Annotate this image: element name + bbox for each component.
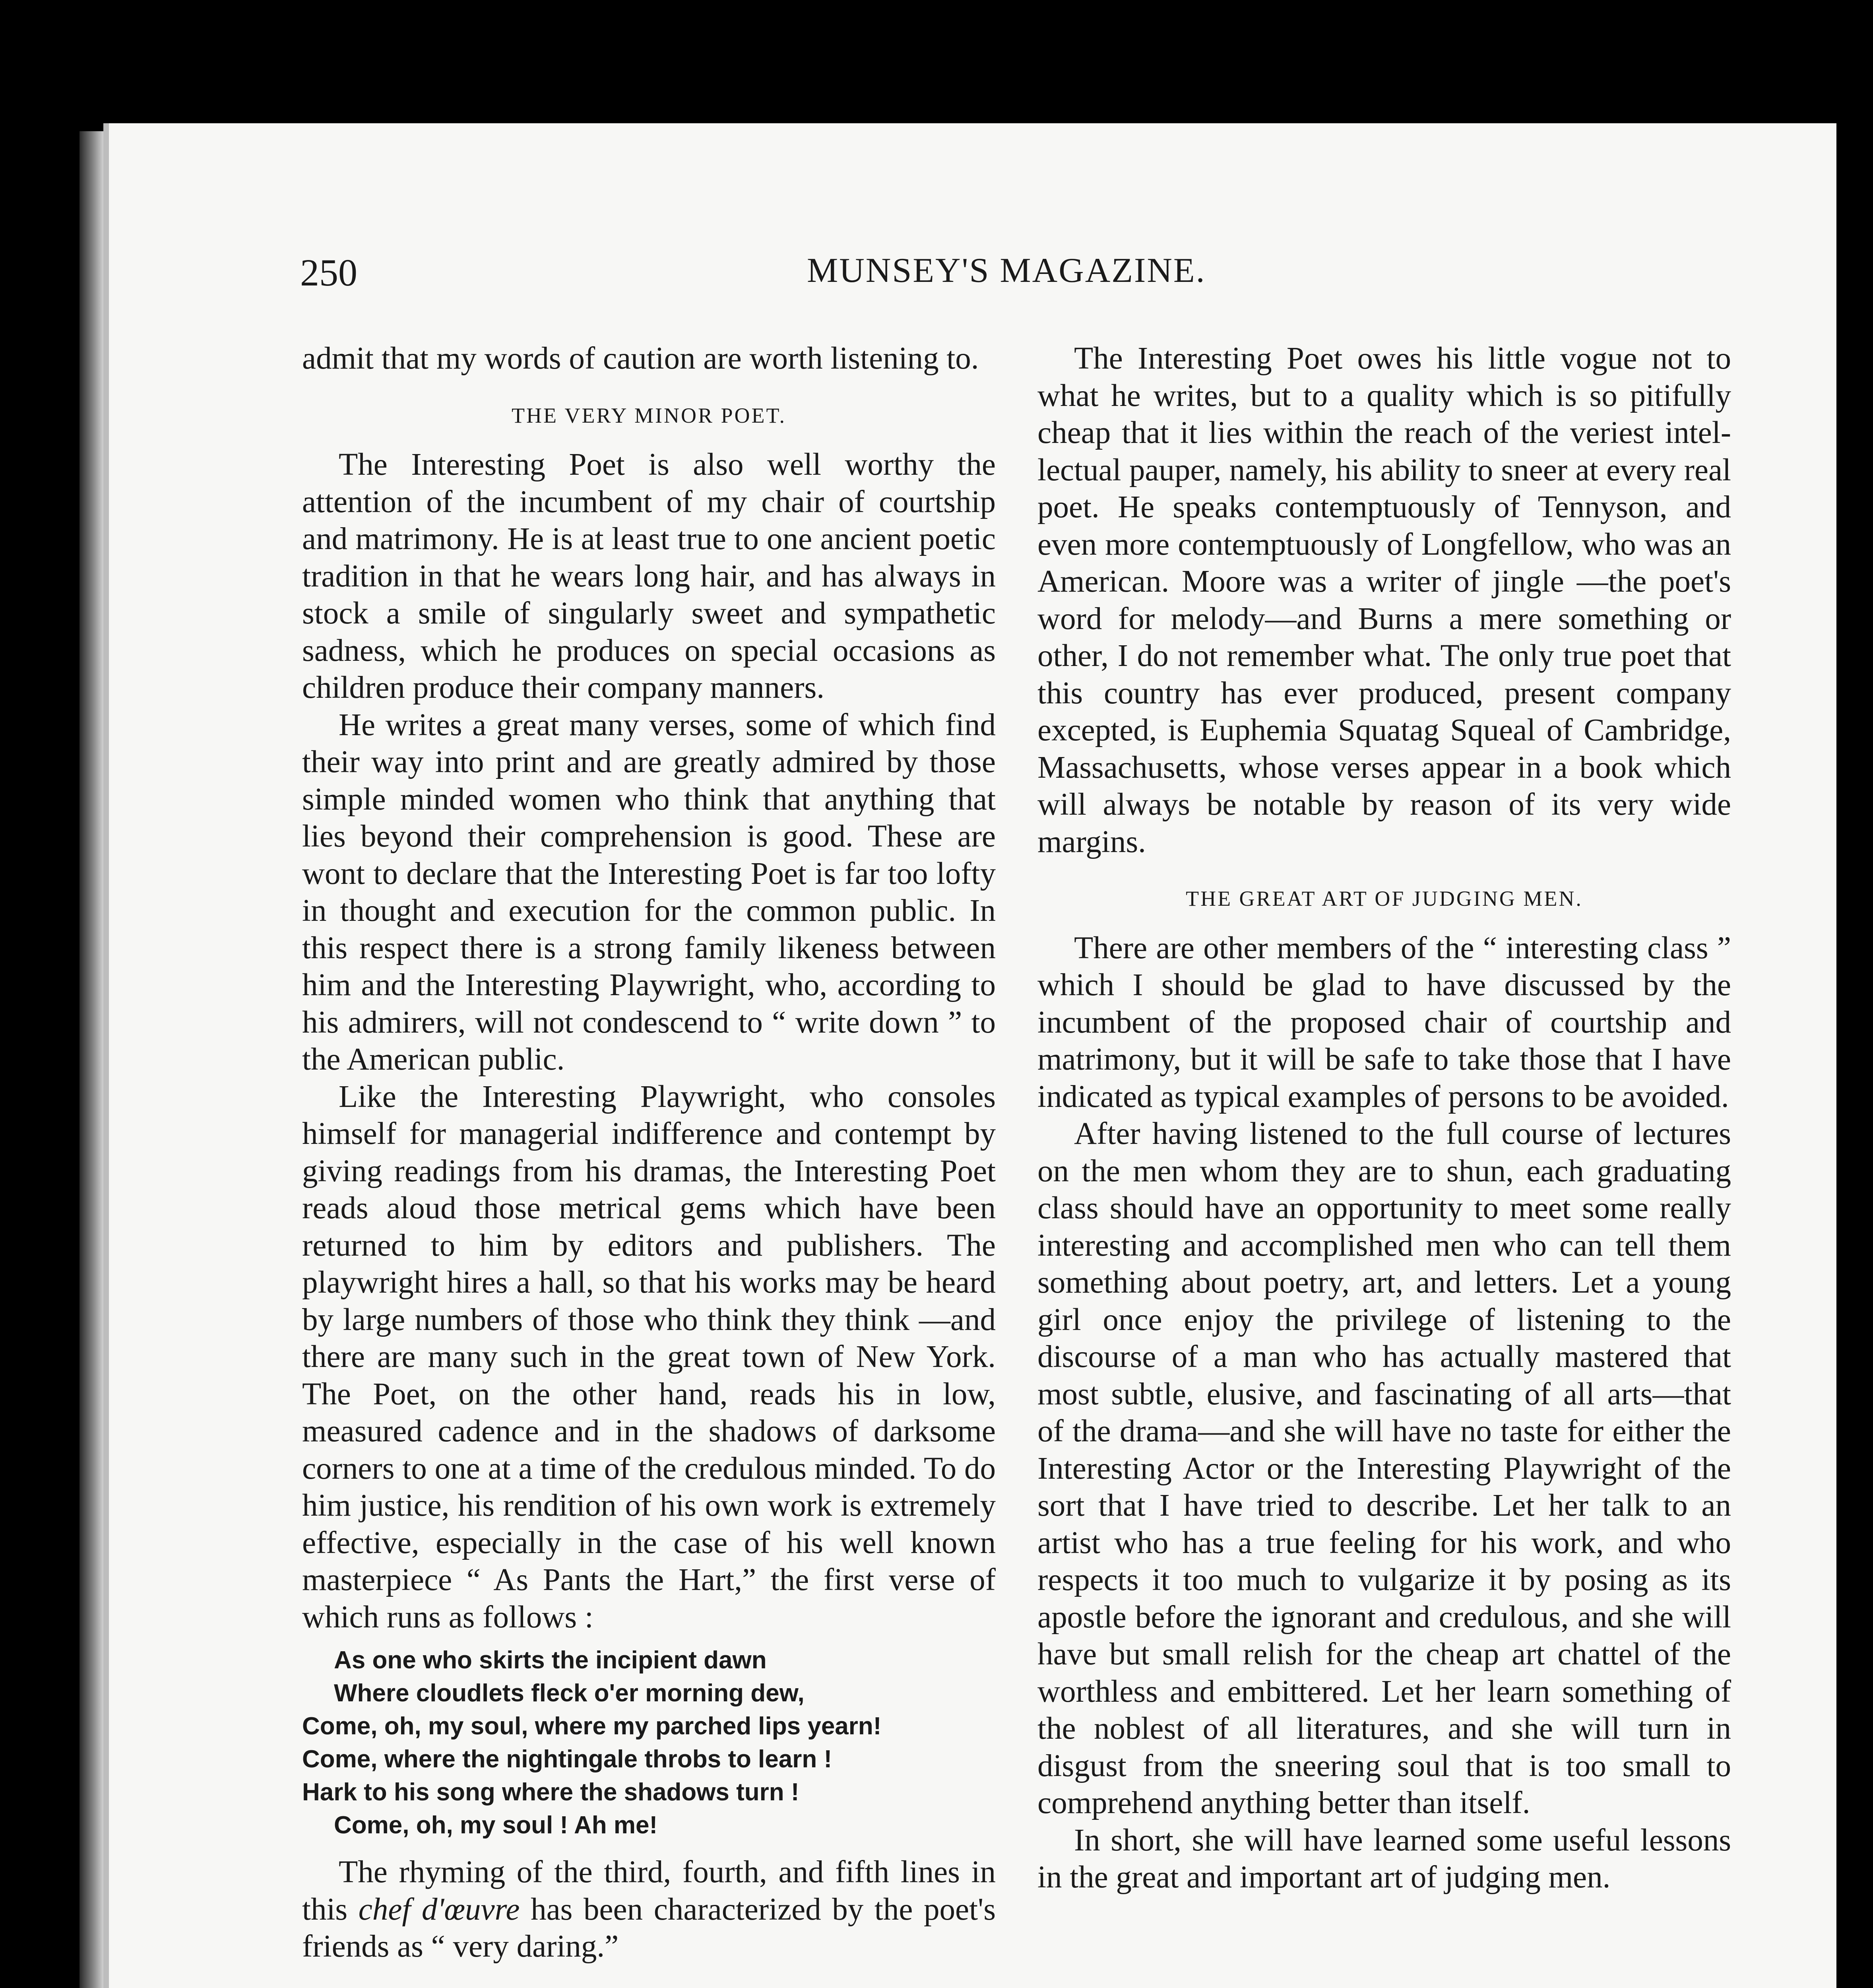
paragraph: [302, 1854, 996, 1965]
running-head: MUNSEY'S MAGAZINE.: [807, 251, 1206, 290]
page-number: 250: [300, 251, 357, 294]
paragraph: There are other members of the “ interesting class ” which I should be glad to have discussed by the incumbent of the proposed chair of courtship and matrimony, but it will be safe to take those that I have indicated as typical examples of persons to be avoided.: [1037, 930, 1731, 1114]
right-column: [1037, 340, 1731, 1896]
poem-line: Hark to his song where the shadows turn !: [302, 1778, 799, 1806]
paragraph: The Interesting Poet is also well worthy the attention of the incumbent of my chair of courtship and matrimony. He is at least true to one ancient poetic tradition in that he wears long hair, and has always in stock a smile of singularly sweet and sympathetic sadness, which he produces on special occasions as children produce their company manners.: [302, 447, 996, 705]
paragraph-text: has been characterized by the poet's friends as “ very daring.”: [302, 1892, 996, 1964]
paragraph: admit that my words of caution are worth listening to.: [302, 341, 979, 376]
paragraph: He writes a great many verses, some of which find their way into print and are greatly admired by those simple minded women who think that anything that lies beyond their comprehension is good. These are wont to declare that the Interesting Poet is far too lofty in thought and execution for the common public. In this respect there is a strong family likeness between him and the Interesting Playwright, who, according to his admirers, will not condescend to “ write down ” to the American public.: [302, 707, 996, 1077]
italic-phrase: chef d'œuvre: [358, 1892, 520, 1927]
poem-line: Come, where the nightingale throbs to learn !: [302, 1745, 832, 1773]
paragraph: After having listened to the full course of lectures on the men whom they are to shun, each graduating class should have an opportunity to meet some really interesting and accomplished men who can tell them something about poetry, art, and letters. Let a young girl once enjoy the privilege of listening to the discourse of a man who has actually mastered that most subtle, elusive, and fascinating of all arts—that of the drama—and she will have no taste for either the Interesting Actor or the Interesting Playwright of the sort that I have tried to describe. Let her talk to an artist who has a true feeling for his work, and who respects it too much to vulgarize it by posing as its apostle before the ignorant and credulous, and she will have but small relish for the cheap art chattel of the worthless and embittered. Let her learn something of the noblest of all literatures, and she will turn in disgust from the sneering soul that is too small to comprehend anything better than itself.: [1037, 1116, 1731, 1820]
poem-as-pants-the-hart: [302, 1644, 996, 1842]
left-column: [302, 340, 996, 1965]
paragraph: Like the Interesting Playwright, who consoles himself for managerial indifference and contempt by giving readings from his dramas, the Interesting Poet reads aloud those metrical gems which have been returned to him by editors and publishers. The playwright hires a hall, so that his works may be heard by large numbers of those who think they think —and there are many such in the great town of New York. The Poet, on the other hand, reads his in low, measured cadence and in the shadows of darksome corners to one at a time of the credulous minded. To do him justice, his rendition of his own work is extremely effective, especially in the case of his well known masterpiece “ As Pants the Hart,” the first verse of which runs as follows :: [302, 1079, 996, 1635]
poem-line: Where cloudlets fleck o'er morning dew,: [334, 1679, 805, 1707]
section-heading-minor-poet: THE VERY MINOR POET.: [511, 403, 786, 427]
paragraph: The Interesting Poet owes his little vogue not to what he writes, but to a quality which is so pitifully cheap that it lies within the reach of the veriest intellectual pauper, namely, his ability to sneer at every real poet. He speaks contemptuously of Tennyson, and even more contemptuously of Longfellow, who was an American. Moore was a writer of jingle —the poet's word for melody—and Burns a mere something or other, I do not remember what. The only true poet that this country has ever produced, present company excepted, is Euphemia Squatag Squeal of Cambridge, Massachusetts, whose verses appear in a book which will always be notable by reason of its very wide margins.: [1037, 341, 1731, 859]
poem-line: Come, oh, my soul, where my parched lips yearn!: [302, 1712, 882, 1740]
poem-line: Come, oh, my soul ! Ah me!: [334, 1811, 658, 1839]
poem-line: As one who skirts the incipient dawn: [334, 1646, 767, 1674]
page-edge: [79, 131, 103, 1988]
paragraph: In short, she will have learned some useful lessons in the great and important art of judging men.: [1037, 1823, 1731, 1895]
section-heading-judging-men: THE GREAT ART OF JUDGING MEN.: [1186, 887, 1583, 911]
paragraph-text: The rhyming of the third, fourth, and fifth lines in this: [302, 1855, 996, 1927]
